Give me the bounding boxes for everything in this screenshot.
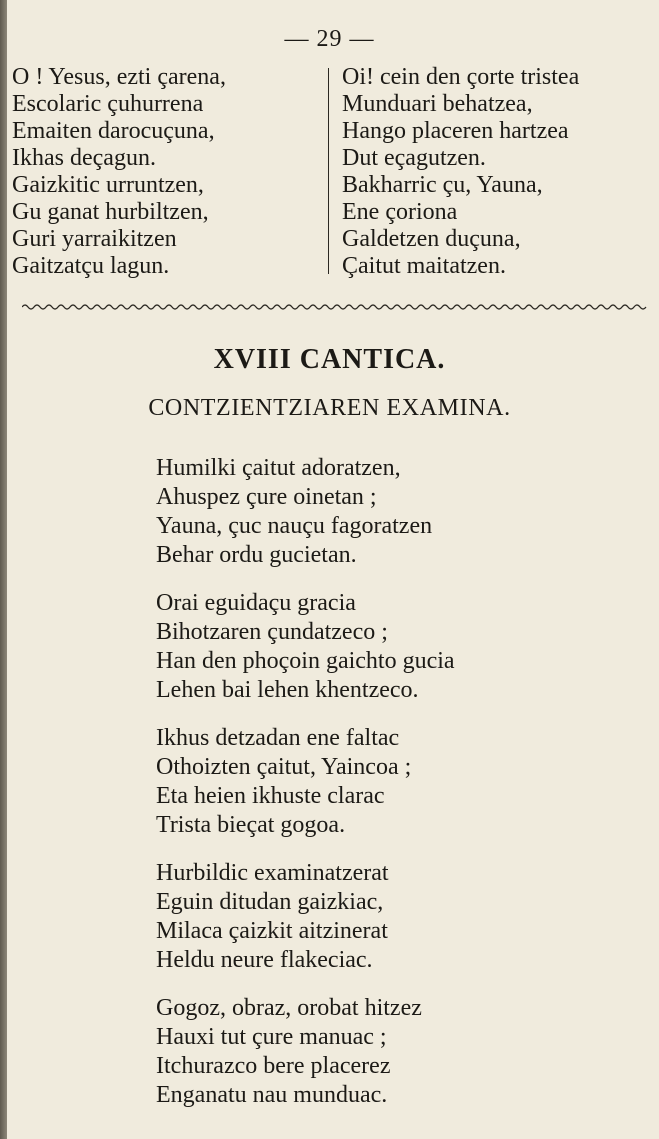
poem-stanza xyxy=(156,994,616,1110)
stanza-line: Ikhas deçagun. xyxy=(12,145,156,171)
page-number: — 29 — xyxy=(284,26,375,52)
stanza-line: Hango placeren hartzea xyxy=(342,118,569,144)
stanza-line: Escolaric çuhurrena xyxy=(12,91,204,117)
cantica-title: XVIII CANTICA. xyxy=(213,344,446,375)
poem-line: Ikhus detzadan ene faltac xyxy=(156,725,400,751)
poem-stanza xyxy=(156,859,616,975)
poem-line: Trista bieçat gogoa. xyxy=(156,812,346,838)
poem-line: Bihotzaren çundatzeco ; xyxy=(156,619,388,645)
poem-line: Enganatu nau munduac. xyxy=(156,1082,388,1108)
poem-line: Milaca çaizkit aitzinerat xyxy=(156,918,388,944)
poem-line: Eta heien ikhuste clarac xyxy=(156,783,385,809)
poem-line: Hurbildic examinatzerat xyxy=(156,860,389,886)
poem-stanza xyxy=(156,454,616,570)
poem-line: Orai eguidaçu gracia xyxy=(156,590,356,616)
poem-stanza xyxy=(156,724,616,840)
poem-line: Othoizten çaitut, Yaincoa ; xyxy=(156,754,412,780)
poem-line: Behar ordu gucietan. xyxy=(156,542,357,568)
poem-line: Ahuspez çure oinetan ; xyxy=(156,484,377,510)
stanza-line: Guri yarraikitzen xyxy=(12,226,177,252)
stanza-line: Bakharric çu, Yauna, xyxy=(342,172,543,198)
top-left-stanza xyxy=(12,64,312,280)
stanza-line: Çaitut maitatzen. xyxy=(342,253,506,279)
poem-line: Eguin ditudan gaizkiac, xyxy=(156,889,384,915)
stanza-line: Galdetzen duçuna, xyxy=(342,226,521,252)
stanza-line: Gu ganat hurbiltzen, xyxy=(12,199,209,225)
stanza-line: Munduari behatzea, xyxy=(342,91,533,117)
stanza-line: Dut eçagutzen. xyxy=(342,145,486,171)
column-divider xyxy=(328,68,329,274)
stanza-line: O ! Yesus, ezti çarena, xyxy=(12,64,226,90)
poem-line: Gogoz, obraz, orobat hitzez xyxy=(156,995,422,1021)
cantica-poem xyxy=(156,454,616,1129)
poem-line: Lehen bai lehen khentzeco. xyxy=(156,677,419,703)
stanza-line: Gaitzatçu lagun. xyxy=(12,253,170,279)
stanza-line: Ene çoriona xyxy=(342,199,458,225)
poem-line: Hauxi tut çure manuac ; xyxy=(156,1024,387,1050)
poem-line: Itchurazco bere placerez xyxy=(156,1053,391,1079)
stanza-line: Oi! cein den çorte tristea xyxy=(342,64,580,90)
poem-stanza xyxy=(156,589,616,705)
wavy-divider xyxy=(22,300,650,314)
poem-line: Yauna, çuc nauçu fagoratzen xyxy=(156,513,433,539)
stanza-line: Gaizkitic urruntzen, xyxy=(12,172,204,198)
poem-line: Han den phoçoin gaichto gucia xyxy=(156,648,455,674)
poem-line: Humilki çaitut adoratzen, xyxy=(156,455,401,481)
top-right-stanza xyxy=(342,64,647,280)
cantica-subtitle: CONTZIENTZIAREN EXAMINA. xyxy=(148,395,511,421)
stanza-line: Emaiten darocuçuna, xyxy=(12,118,215,144)
poem-line: Heldu neure flakeciac. xyxy=(156,947,373,973)
